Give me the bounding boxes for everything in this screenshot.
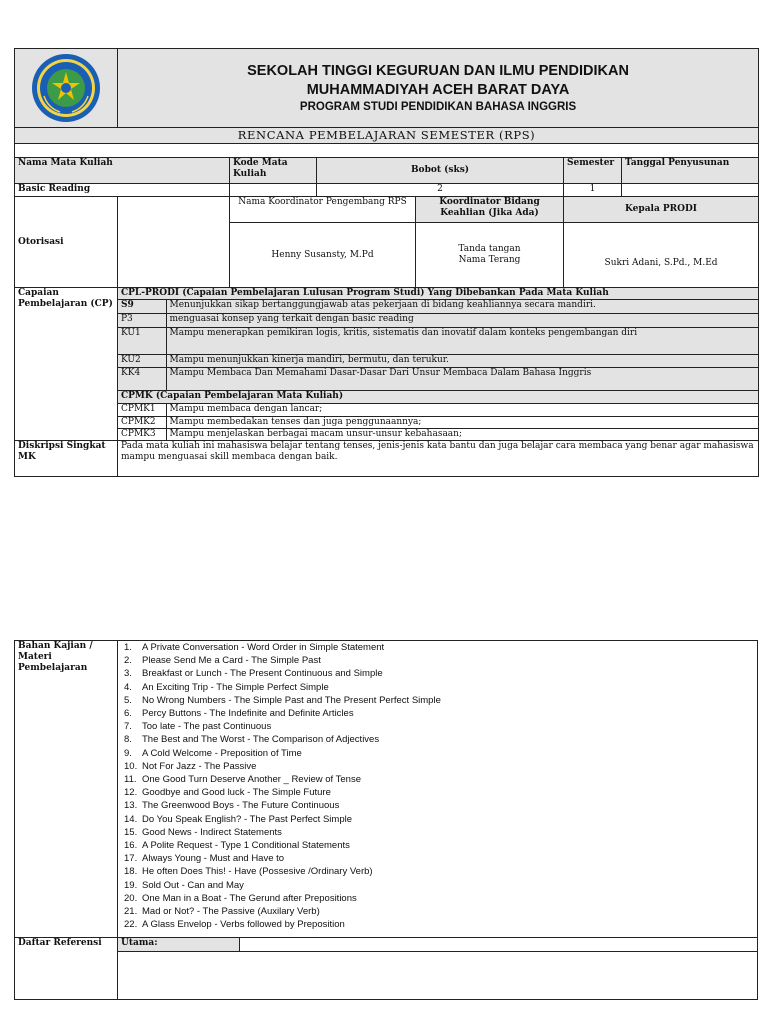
material-number: 21. (124, 906, 138, 918)
date-value (622, 184, 759, 197)
material-number: 1. (124, 642, 132, 653)
material-item (124, 852, 754, 865)
description-label: Diskripsi Singkat MK (15, 441, 118, 477)
material-number: 8. (124, 734, 132, 746)
signature-line-1: Tanda tangan (458, 244, 521, 254)
dev-coordinator-name: Henny Susansty, M.Pd (230, 223, 416, 288)
institution-name-2: MUHAMMADIYAH ACEH BARAT DAYA (306, 81, 570, 98)
material-item (124, 813, 754, 826)
material-number: 11. (124, 774, 137, 786)
material-item (124, 667, 754, 680)
material-text: An Exciting Trip - The Simple Perfect Simple (142, 681, 329, 693)
material-text: The Greenwood Boys - The Future Continuous (142, 800, 340, 812)
material-text: The Best and The Worst - The Comparison of Adjectives (142, 734, 380, 746)
materials-list (124, 641, 754, 931)
materials-table (14, 640, 758, 1000)
material-item (124, 786, 754, 799)
institution-header (118, 49, 759, 128)
authorization-label: Otorisasi (15, 197, 118, 288)
material-item (124, 694, 754, 707)
cpmk-text: Mampu membedakan tenses dan juga penggunaannya; (166, 416, 758, 428)
rps-document-bottom (14, 640, 758, 1000)
references-main-blank (240, 938, 758, 952)
material-number: 13. (124, 800, 138, 812)
cpl-text: Menunjukkan sikap bertanggungjawab atas pekerjaan di bidang keahliannya secara mandiri. (166, 300, 758, 313)
material-item (124, 747, 754, 760)
cpl-code: P3 (118, 313, 166, 327)
material-number: 9. (124, 747, 132, 759)
materials-cell (118, 641, 758, 938)
material-text: A Glass Envelop - Verbs followed by Preposition (142, 919, 345, 931)
material-text: Always Young - Must and Have to (142, 853, 285, 865)
description-text: Pada mata kuliah ini mahasiswa belajar tentang tenses, jenis-jenis kata bantu dan juga belajar cara membaca yang benar agar mahasiswa mampu menguasai skill membaca dengan baik. (118, 441, 759, 477)
date-header: Tanggal Penyusunan (622, 158, 759, 184)
material-text: Goodbye and Good luck - The Simple Future (142, 787, 331, 799)
material-item (124, 733, 754, 746)
cpmk-code: CPMK2 (118, 416, 166, 428)
course-code-header: Kode Mata Kuliah (230, 158, 317, 184)
material-number: 14. (124, 813, 138, 825)
cpl-code: KU2 (118, 354, 166, 367)
study-program: PROGRAM STUDI PENDIDIKAN BAHASA INGGRIS (299, 100, 577, 113)
references-main-label: Utama: (118, 938, 240, 952)
material-item (124, 799, 754, 812)
logo-cell (15, 49, 118, 128)
course-code (230, 184, 317, 197)
material-text: No Wrong Numbers - The Simple Past and The Present Perfect Simple (142, 694, 441, 706)
material-text: A Cold Welcome - Preposition of Time (142, 747, 302, 759)
cpl-text: Mampu menerapkan pemikiran logis, kritis, sistematis dan inovatif dalam konteks pengembangan diri (166, 327, 758, 354)
head-name: Sukri Adani, S.Pd., M.Ed (564, 223, 759, 288)
material-item (124, 879, 754, 892)
cpl-text: Mampu Membaca Dan Memahami Dasar-Dasar Dari Unsur Membaca Dalam Bahasa Inggris (166, 367, 758, 390)
material-number: 12. (124, 787, 138, 799)
cp-label: Capaian Pembelajaran (CP) (15, 288, 118, 441)
semester-value: 1 (564, 184, 622, 197)
material-item (124, 641, 754, 654)
credit-value: 2 (317, 184, 564, 197)
cpmk-text: Mampu menjelaskan berbagai macam unsur-unsur kebahasaan; (166, 428, 758, 440)
material-number: 5. (124, 694, 132, 706)
material-text: Mad or Not? - The Passive (Auxilary Verb) (142, 906, 320, 918)
rps-header-table (14, 48, 759, 477)
material-item (124, 654, 754, 667)
material-number: 20. (124, 892, 138, 904)
material-number: 7. (124, 721, 132, 733)
cpmk-header: CPMK (Capaian Pembelajaran Mata Kuliah) (118, 391, 758, 404)
authorization-blank (118, 197, 230, 288)
cpmk-code: CPMK3 (118, 428, 166, 440)
cpl-block (118, 288, 759, 391)
material-item (124, 826, 754, 839)
material-number: 6. (124, 708, 132, 720)
references-label: Daftar Referensi (15, 938, 118, 1000)
material-number: 17. (124, 853, 138, 865)
cpmk-text: Mampu membaca dengan lancar; (166, 404, 758, 416)
material-number: 16. (124, 840, 138, 852)
cpl-text: Mampu menunjukkan kinerja mandiri, bermutu, dan terukur. (166, 354, 758, 367)
material-item (124, 865, 754, 878)
cpl-code: KK4 (118, 367, 166, 390)
material-item (124, 839, 754, 852)
material-text: One Good Turn Deserve Another _ Review of Tense (142, 774, 361, 786)
material-item (124, 918, 754, 931)
cpl-code: S9 (118, 300, 166, 313)
semester-header: Semester (564, 158, 622, 184)
material-number: 10. (124, 760, 138, 772)
material-item (124, 892, 754, 905)
head-label: Kepala PRODI (564, 197, 759, 223)
cpl-text: menguasai konsep yang terkait dengan basic reading (166, 313, 758, 327)
rps-document-top (14, 48, 758, 477)
references-content (118, 952, 758, 1000)
material-item (124, 707, 754, 720)
cpmk-list (118, 404, 758, 440)
material-text: He often Does This! - Have (Possesive /Ordinary Verb) (142, 866, 373, 878)
material-item (124, 905, 754, 918)
course-name: Basic Reading (15, 184, 230, 197)
material-item (124, 681, 754, 694)
material-text: Too late - The past Continuous (142, 721, 272, 733)
credit-header: Bobot (sks) (317, 158, 564, 184)
signature-cell (416, 223, 564, 288)
material-text: Good News - Indirect Statements (142, 826, 282, 838)
material-number: 19. (124, 879, 138, 891)
material-number: 2. (124, 655, 132, 667)
material-text: One Man in a Boat - The Gerund after Prepositions (142, 892, 357, 904)
material-text: Please Send Me a Card - The Simple Past (142, 655, 321, 667)
materials-label: Bahan Kajian / Materi Pembelajaran (15, 641, 118, 938)
document-title: RENCANA PEMBELAJARAN SEMESTER (RPS) (15, 128, 759, 144)
cpmk-code: CPMK1 (118, 404, 166, 416)
material-text: Not For Jazz - The Passive (142, 760, 257, 772)
material-text: A Private Conversation - Word Order in Simple Statement (142, 642, 385, 653)
spacer-row (15, 144, 759, 158)
dev-coordinator-label: Nama Koordinator Pengembang RPS (230, 197, 416, 223)
material-item (124, 720, 754, 733)
course-name-header: Nama Mata Kuliah (15, 158, 230, 184)
material-number: 22. (124, 919, 138, 931)
signature-line-2: Nama Terang (458, 255, 521, 265)
university-logo-icon (30, 52, 102, 124)
material-item (124, 773, 754, 786)
cpl-code: KU1 (118, 327, 166, 354)
material-text: A Polite Request - Type 1 Conditional Statements (142, 840, 350, 852)
material-text: Sold Out - Can and May (142, 879, 244, 891)
material-number: 15. (124, 826, 138, 838)
material-number: 3. (124, 668, 132, 680)
material-item (124, 760, 754, 773)
institution-name: SEKOLAH TINGGI KEGURUAN DAN ILMU PENDIDIKAN (247, 62, 629, 79)
field-coordinator-label: Koordinator Bidang Keahlian (Jika Ada) (416, 197, 564, 223)
cpl-header: CPL-PRODI (Capaian Pembelajaran Lulusan Program Studi) Yang Dibebankan Pada Mata Kuliah (118, 288, 758, 300)
material-number: 18. (124, 866, 138, 878)
cpmk-block (118, 391, 759, 441)
material-number: 4. (124, 681, 132, 693)
material-text: Percy Buttons - The Indefinite and Definite Articles (142, 708, 354, 720)
material-text: Breakfast or Lunch - The Present Continuous and Simple (142, 668, 383, 680)
cpl-list (118, 300, 758, 390)
material-text: Do You Speak English? - The Past Perfect Simple (142, 813, 353, 825)
